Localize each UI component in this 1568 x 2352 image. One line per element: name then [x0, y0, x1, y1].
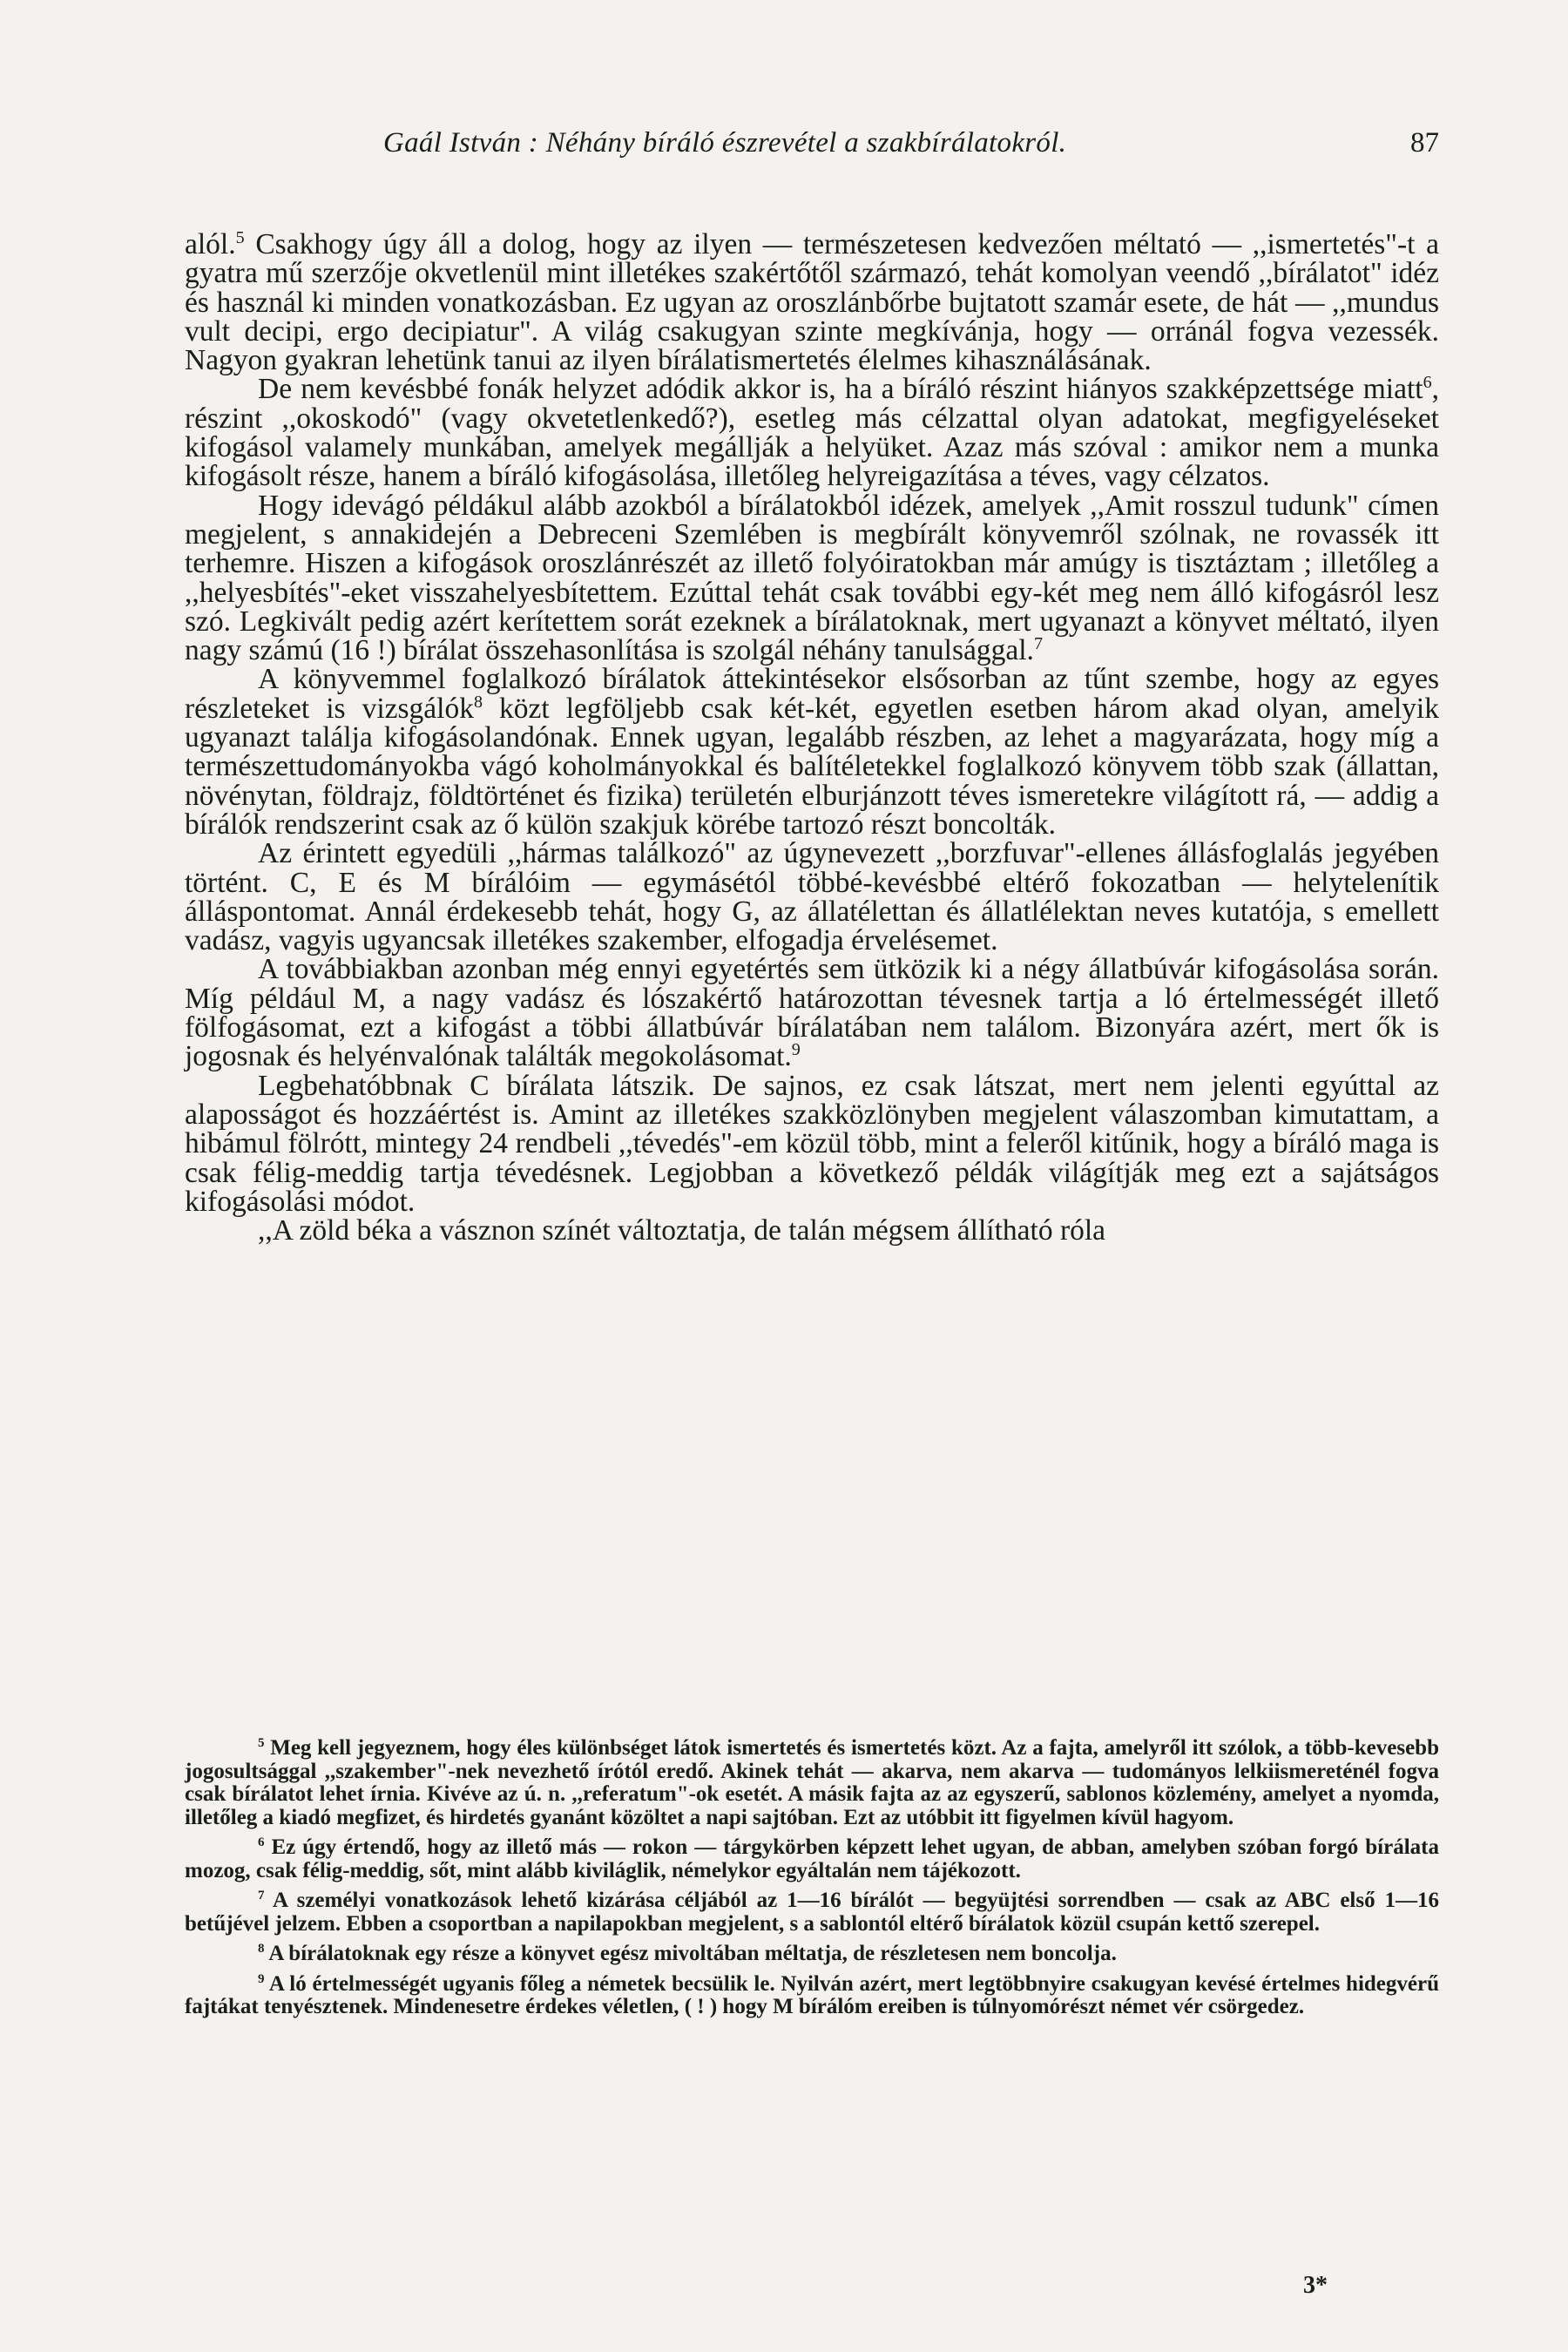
running-title: Gaál István : Néhány bíráló észrevétel a szakbírálatokról.: [383, 127, 1067, 159]
footnote-8: [185, 1943, 1439, 1966]
paragraph-2-text-a: De nem kevésbbé fonák helyzet adódik akkor is, ha a bíráló részint hiányos szakképzettsége miatt: [258, 373, 1423, 406]
paragraph-1: [185, 227, 1439, 377]
paragraph-2: [185, 373, 1439, 493]
footnote-ref-9: 9: [791, 1040, 801, 1060]
footnote-ref-8: 8: [473, 692, 483, 712]
paragraph-1-text-b: Csakhogy úgy áll a dolog, hogy az ilyen — természetesen kedvezően méltató — ,,ismertetés"-t a gyatra mű szerzője okvetlenül mint illetékes szakértőtől származó, tehát komolyan veendő ,,bírálatot" idéz és használ ki minden vonatkozásban. Ez ugyan az oroszlánbőrbe bujtatott szamár esete, de hát — ,,mundus vult decipi, ergo decipiatur". A világ csakugyan szinte megkívánja, hogy — orránál fogva vezessék. Nagyon gyakran lehetünk tanui az ilyen bírálatismertetés élelmes kihasználásának.: [185, 228, 1439, 377]
footnote-5-text: Meg kell jegyeznem, hogy éles különbséget látok ismertetés és ismertetés közt. Az a fajta, amelyről itt szólok, a több-kevesebb jogosultsággal ,,szakember"-nek nevezhető írótól eredő. Akinek tehát — akarva, nem akarva — tudományos lelkiismereténél fogva csak bírálatot lehet írnia. Kivéve az ú. n. ,,referatum"-ok esetét. A másik fajta az az egyszerű, sablonos közlemény, amelyet a nyomda, illetőleg a kiadó megfizet, és hirdetés gyanánt közöltet a napi sajtóban. Ezt az utóbbit itt figyelmen kívül hagyom.: [185, 1736, 1439, 1829]
footnote-8-text: A bírálatoknak egy része a könyvet egész mivoltában méltatja, de részletesen nem boncolja.: [264, 1942, 1117, 1965]
footnote-ref-5: 5: [235, 227, 245, 247]
footnote-7-number: 7: [258, 1889, 265, 1903]
paragraph-4-text-a: A könyvemmel foglalkozó bírálatok áttekintésekor elsősorban az tűnt szembe, hogy az egyes részleteket is vizsgálók: [185, 663, 1439, 725]
paragraph-4-text-b: közt legföljebb csak két-két, egyetlen esetben három akad olyan, amelyik ugyanazt találja kifogásolandónak. Ennek ugyan, legalább részben, az lehet a magyarázata, hogy míg a természettudományokba vágó koholmányokkal és balítéletekkel foglalkozó könyvem több szak (állattan, növénytan, földrajz, földtörténet és fizika) területén elburjánzott téves ismeretekre világított rá, — addig a bírálók rendszerint csak az ő külön szakjuk körébe tartozó részt boncolták.: [185, 692, 1439, 841]
footnotes: [185, 1737, 1439, 2026]
paragraph-7: Legbehatóbbnak C bírálata látszik. De sajnos, ez csak látszat, mert nem jelenti egyúttal az alaposságot és hozzáértést is. Amint az illetékes szakközlönyben megjelent válaszomban kimutattam, a hibámul fölrótt, mintegy 24 rendbeli ,,tévedés"-em közül több, mint a feleről kitűnik, hogy a bíráló maga is csak félig-meddig tartja tévedésnek. Legjobban a következő példák világítják meg ezt a sajátságos kifogásolási módot.: [185, 1069, 1439, 1218]
body-text: [185, 227, 1439, 1247]
footnote-ref-6: 6: [1423, 373, 1432, 393]
signature-mark: 3*: [1303, 2272, 1328, 2299]
paragraph-6-text: A továbbiakban azonban még ennyi egyetértés sem ütközik ki a négy állatbúvár kifogásolása során. Míg például M, a nagy vadász és lószakértő határozottan tévesnek tartja a ló értelmességét illető fölfogásomat, ezt a kifogást a többi állatbúvár bírálatában nem találom. Bizonyára azért, mert ők is jogosnak és helyénvalónak találták megokolásomat.: [185, 953, 1439, 1073]
footnote-9-number: 9: [258, 1971, 265, 1986]
footnote-5-number: 5: [258, 1736, 265, 1750]
footnote-7-text: A személyi vonatkozások lehető kizárása céljából az 1—16 bírálót — begyüjtési sorrendben — csak az ABC első 1—16 betűjével jelzem. Ebben a csoportban a napilapokban megjelent, s a sablontól eltérő bírálatok közül csupán kettő szerepel.: [185, 1889, 1439, 1936]
paragraph-5: Az érintett egyedüli ,,hármas találkozó" az úgynevezett ,,borzfuvar"-ellenes állásfoglalás jegyében történt. C, E és M bírálóim — egymásétól többé-kevésbbé eltérő fokozatban — helytelenítik álláspontomat. Annál érdekesebb tehát, hogy G, az állatélettan és állatlélektan neves kutatója, s emellett vadász, vagyis ugyancsak illetékes szakember, elfogadja érvelésemet.: [185, 837, 1439, 957]
footnote-6-text: Ez úgy értendő, hogy az illető más — rokon — tárgykörben képzett lehet ugyan, de abban, amelyben szóban forgó bírálata mozog, csak félig-meddig, sőt, mint alább kiviláglik, némelykor egyáltalán nem tájékozott.: [185, 1835, 1439, 1882]
footnote-6: [185, 1836, 1439, 1882]
paragraph-2-text-b: , részint ,,okoskodó" (vagy okvetetlenkedő?), esetleg más célzattal olyan adatokat, megfigyeléseket kifogásol valamely munkában, amelyek megállják a helyüket. Azaz más szóval : amikor nem a munka kifogásolt része, hanem a bíráló kifogásolása, illetőleg helyreigazítása a téves, vagy célzatos.: [185, 373, 1439, 493]
paragraph-1-text-a: alól.: [185, 228, 236, 260]
page-number: 87: [1410, 127, 1439, 159]
footnote-9-text: A ló értelmességét ugyanis főleg a németek becsülik le. Nyilván azért, mert legtöbbnyire csakugyan kevésé értelmes hidegvérű fajtákat tenyésztenek. Mindenesetre érdekes véletlen, ( ! ) hogy M bírálóm ereiben is túlnyomórészt német vér csörgedez.: [185, 1971, 1439, 2018]
footnote-8-number: 8: [258, 1942, 265, 1956]
footnote-6-number: 6: [258, 1835, 265, 1849]
paragraph-3-text: Hogy idevágó példákul alább azokból a bírálatokból idézek, amelyek ,,Amit rosszul tudunk" címen megjelent, s annakidején a Debreceni Szemlében is megbírált könyvemről szólnak, ne rovassék itt terhemre. Hiszen a kifogások oroszlánrészét az illető folyóiratokban már amúgy is tisztáztam ; illetőleg a ,,helyesbítés"-eket visszahelyesbítettem. Ezúttal tehát csak további egy-két meg nem álló kifogásról lesz szó. Legkivált pedig azért kerítettem sorát ezeknek a bírálatoknak, mert ugyanazt a könyvet méltató, ilyen nagy számú (16 !) bírálat összehasonlítása is szolgál néhány tanulsággal.: [185, 489, 1439, 667]
paragraph-8: ,,A zöld béka a vásznon színét változtatja, de talán mégsem állítható róla: [258, 1214, 1106, 1247]
page-header: [185, 127, 1439, 169]
footnote-5: [185, 1737, 1439, 1829]
paragraph-6: [185, 955, 1439, 1071]
footnote-7: [185, 1889, 1439, 1936]
footnote-9: [185, 1973, 1439, 2019]
footnote-ref-7: 7: [1033, 634, 1043, 654]
paragraph-4: [185, 665, 1439, 839]
paragraph-3: [185, 491, 1439, 666]
